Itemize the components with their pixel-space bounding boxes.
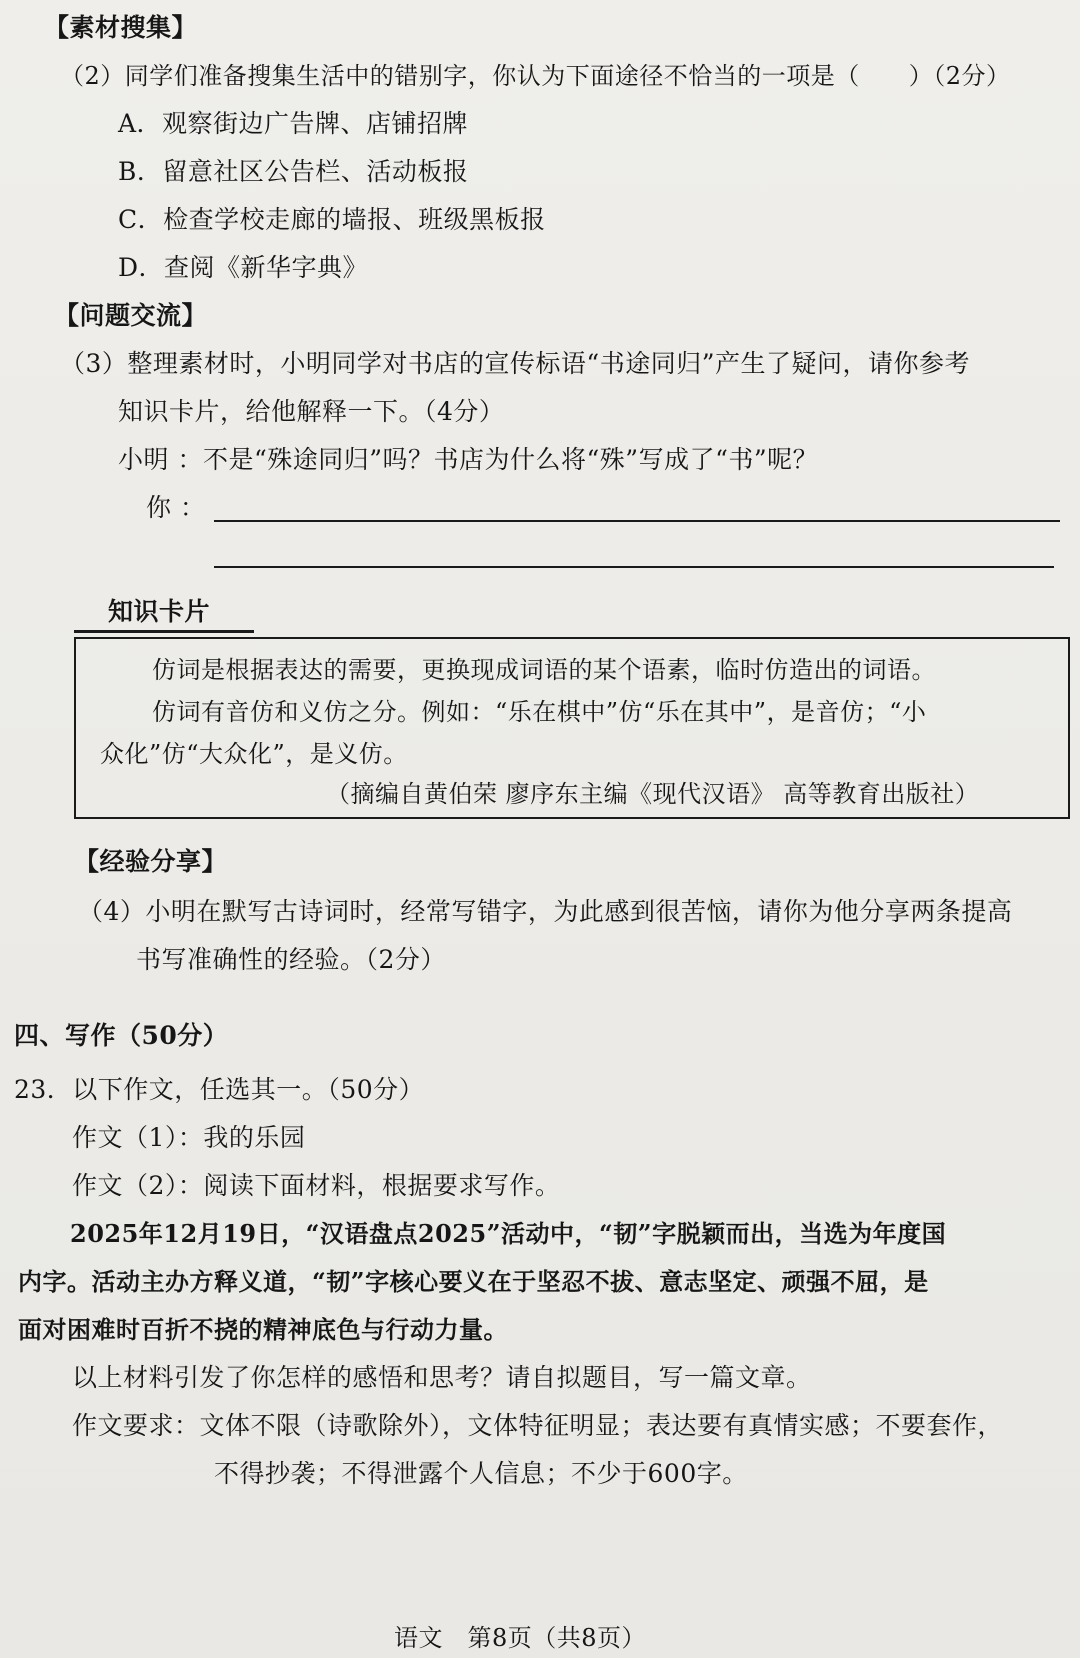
answer-line-2[interactable] [214, 566, 1054, 568]
knowledge-card-title: 知识卡片 [108, 597, 211, 626]
option-b: B．留意社区公告栏、活动板报 [118, 157, 469, 186]
writing-requirements-line2: 不得抄袭；不得泄露个人信息；不少于600字。 [214, 1459, 748, 1488]
option-a: A．观察街边广告牌、店铺招牌 [118, 109, 469, 138]
card-line-3: 众化”仿“大众化”，是义仿。 [100, 740, 408, 768]
card-line-1: 仿词是根据表达的需要，更换现成词语的某个语素，临时仿造出的词语。 [152, 656, 936, 684]
essay-option-2: 作文（2）：阅读下面材料，根据要求写作。 [72, 1171, 561, 1200]
section-heading-discussion: 【问题交流】 [54, 301, 208, 330]
option-c: C．检查学校走廊的墙报、班级黑板报 [118, 205, 546, 234]
question-23: 23．以下作文，任选其一。（50分） [14, 1075, 425, 1104]
essay-option-1: 作文（1）：我的乐园 [72, 1123, 306, 1152]
question-4-line1: （4）小明在默写古诗词时，经常写错字，为此感到很苦恼，请你为他分享两条提高 [78, 897, 1013, 926]
xiaoming-dialogue: 小明 ：不是“殊途同归”吗？书店为什么将“殊”写成了“书”呢？ [118, 445, 819, 474]
material-line-3: 面对困难时百折不挠的精神底色与行动力量。 [18, 1315, 508, 1344]
section-heading-writing: 四、写作（50分） [14, 1021, 229, 1050]
writing-prompt: 以上材料引发了你怎样的感悟和思考？请自拟题目，写一篇文章。 [72, 1363, 812, 1392]
material-line-1: 2025年12月19日，“汉语盘点2025”活动中，“韧”字脱颖而出，当选为年度国 [70, 1219, 947, 1248]
writing-requirements-line1: 作文要求：文体不限（诗歌除外），文体特征明显；表达要有真情实感；不要套作， [72, 1411, 1004, 1440]
you-label: 你 ： [146, 493, 206, 522]
card-line-2: 仿词有音仿和义仿之分。例如：“乐在棋中”仿“乐在其中”，是音仿；“小 [152, 698, 927, 726]
question-4-line2: 书写准确性的经验。（2分） [136, 945, 446, 974]
section-heading-material: 【素材搜集】 [44, 13, 198, 42]
question-2: （2）同学们准备搜集生活中的错别字，你认为下面途径不恰当的一项是（ ）（2分） [60, 62, 1011, 90]
card-source: （摘编自黄伯荣 廖序东主编《现代汉语》 高等教育出版社） [326, 780, 980, 808]
page-footer: 语文 第8页（共8页） [394, 1624, 647, 1652]
question-3-line2: 知识卡片，给他解释一下。（4分） [118, 397, 505, 426]
section-heading-experience: 【经验分享】 [74, 847, 228, 876]
option-d: D．查阅《新华字典》 [118, 253, 369, 282]
material-line-2: 内字。活动主办方释义道，“韧”字核心要义在于坚忍不拔、意志坚定、顽强不屈，是 [18, 1267, 929, 1296]
knowledge-card-title-underline [74, 630, 254, 633]
question-3-line1: （3）整理素材时，小明同学对书店的宣传标语“书途同归”产生了疑问，请你参考 [60, 349, 970, 378]
answer-line-1[interactable] [214, 520, 1060, 522]
